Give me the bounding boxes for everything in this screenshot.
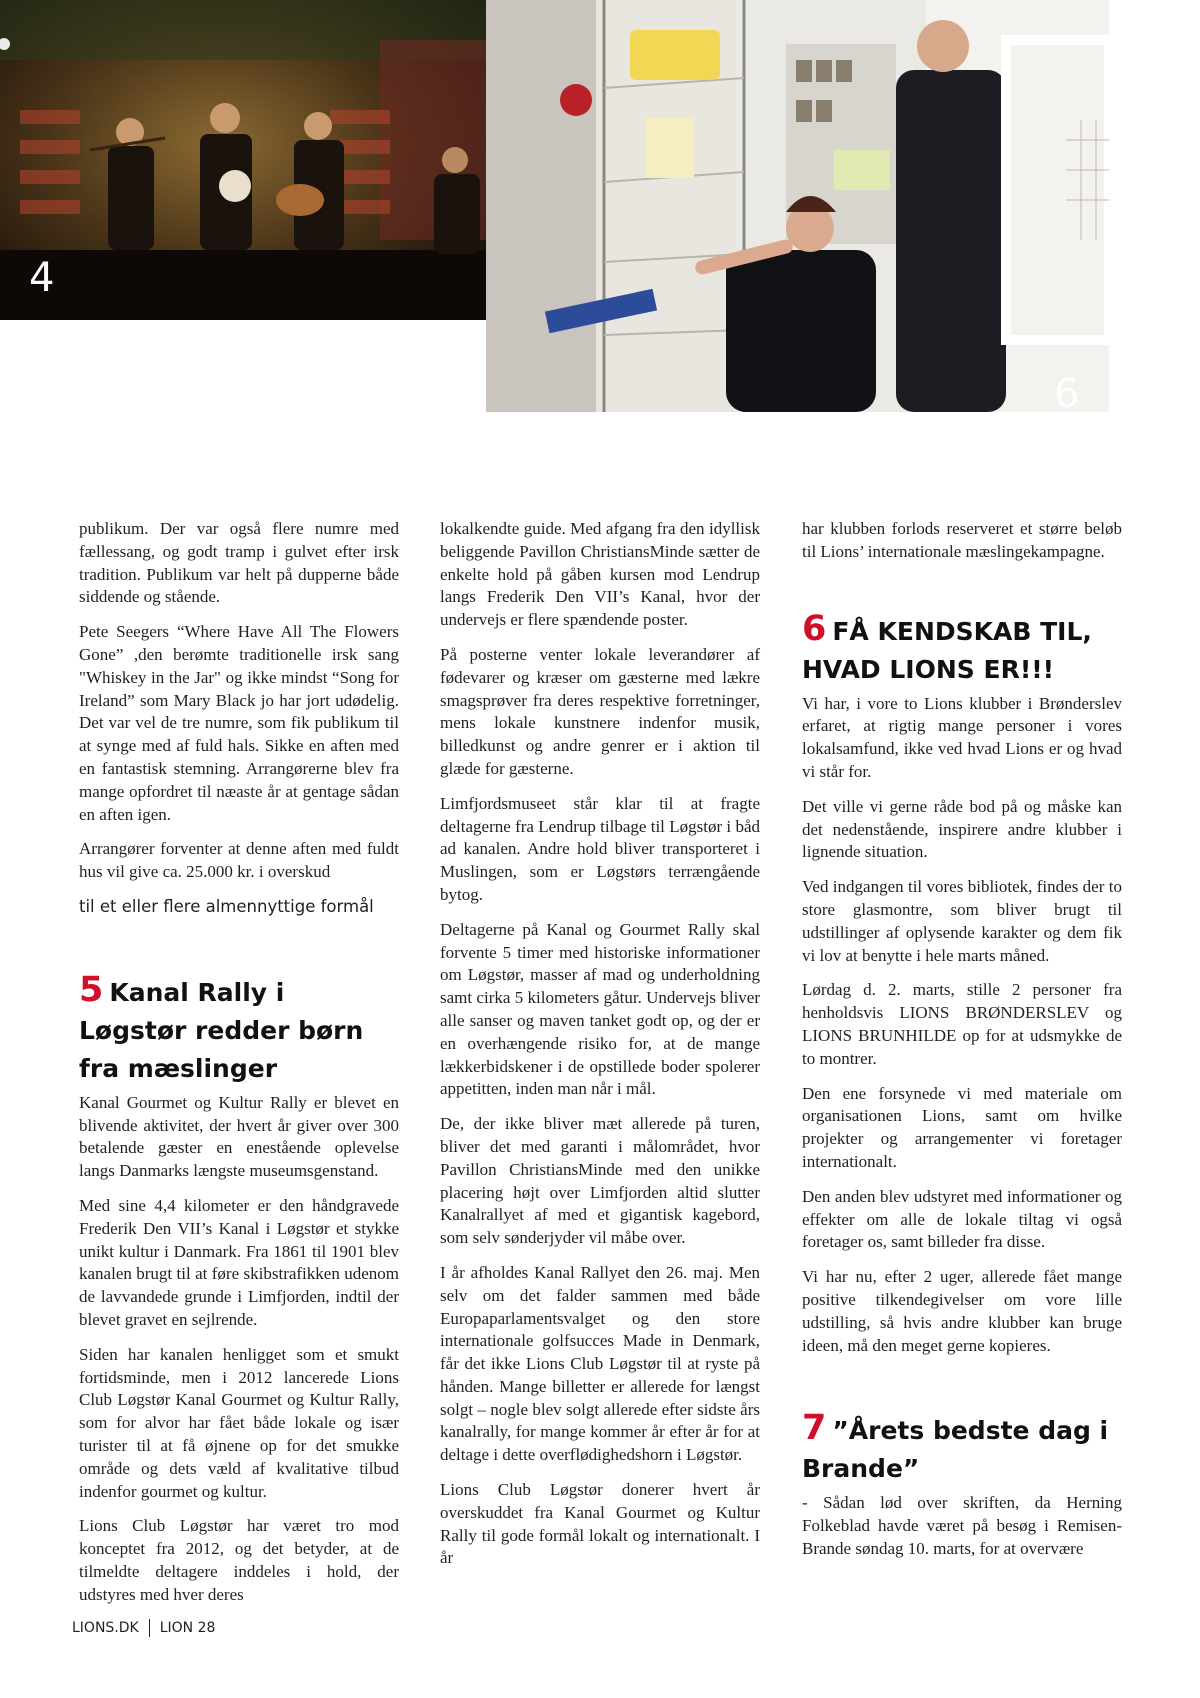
col3-paragraph-7: Den anden blev udstyret med informationer og effekter om alle de lokale tiltag vi også foretager os, samt billeder fra disse.	[802, 1186, 1122, 1252]
section-5-title: Kanal Rally i Løgstør redder børn fra mæslinger	[79, 977, 364, 1083]
section-5-heading	[79, 971, 399, 1088]
section-6-title: FÅ KENDSKAB TIL, HVAD LIONS ER!!!	[802, 616, 1092, 684]
column-1	[79, 518, 399, 1618]
col2-paragraph-4: Deltagerne på Kanal og Gourmet Rally skal forvente 5 timer med historiske informationer om Løgstør, masser af mad og underholdning samt cirka 5 kilometers gåtur. Undervejs bliver alle sanser og maven tanket godt op, og der er en overhængende risiko for, at de mange lækkerbidskener i de opstillede boder spolerer appetitten, inden man når i mål.	[440, 919, 760, 1099]
col2-paragraph-5: De, der ikke bliver mæt allerede på turen, bliver det med garanti i målområdet, hvor Pavillon ChristiansMinde med den unikke placering højt over Limfjorden altid slutter Kanalrallyet af med et gigantisk kagebord, som selv sønderjyder vil måbe over.	[440, 1114, 760, 1248]
section-7-heading	[802, 1409, 1122, 1488]
col3-paragraph-5: Lørdag d. 2. marts, stille 2 personer fra henholdsvis LIONS BRØNDERSLEV og LIONS BRUNHILDE op for at udsmykke de to montrer.	[802, 980, 1122, 1068]
col3-paragraph-4: Ved indgangen til vores bibliotek, findes der to store glasmontre, som bliver brugt til udstillinger af oplysende karakter og dem fik vi lov at benytte i hele marts måned.	[802, 877, 1122, 965]
section-5-number: 5	[79, 969, 104, 1010]
column-2	[440, 518, 760, 1582]
col3-paragraph-2: Vi har, i vore to Lions klubber i Brønderslev erfaret, at rigtig mange personer i vores lokalsamfund, ikke ved hvad Lions er og hvad vi står for.	[802, 693, 1122, 781]
library-display-photo	[486, 0, 1109, 412]
col1-paragraph-1: publikum. Der var også flere numre med fællessang, og godt tramp i gulvet efter irsk tradition. Publikum var helt på dupperne både siddende og stående.	[79, 519, 399, 607]
section-7-title: ”Årets bedste dag i Brande”	[802, 1416, 1109, 1484]
col1-paragraph-3: Arrangører forventer at denne aften med fuldt hus vil give ca. 25.000 kr. i overskud	[79, 839, 399, 882]
page-footer	[72, 1619, 215, 1637]
col2-paragraph-6: I år afholdes Kanal Rallyet den 26. maj. Men selv om det falder sammen med både Europaparlamentsvalget og den store internationale golfsucces Made in Denmark, får det ikke Lions Club Løgstør til at ryste på hånden. Mange billetter er allerede for længst solgt – nogle blev solgt allerede efter sidste års kanalrally, for mange kommer år efter år for at deltage i dette overflødighedshorn i Løgstør.	[440, 1262, 760, 1465]
footer-site: LIONS.DK	[72, 1620, 139, 1636]
col1-paragraph-2: Pete Seegers “Where Have All The Flowers Gone” ,den berømte traditionelle irsk sang "Whiskey in the Jar" og ikke mindst “Song for Ireland” som Mary Black jo har jort udødelig. Det var vel de tre numre, som fik publikum til at synge med af fuld hals. Sikke en aften med en fantastisk stemning. Arrangørerne blev fra mange opfordret til næaste år at gentage sådan en aften igen.	[79, 622, 399, 824]
col3-paragraph-3: Det ville vi gerne råde bod på og måske kan det nedenstående, inspirere andre klubber i lignende situation.	[802, 796, 1122, 862]
col3-paragraph-9: - Sådan lød over skriften, da Herning Folkeblad havde været på besøg i Remisen-Brande søndag 10. marts, for at overvære	[802, 1493, 1122, 1558]
col2-paragraph-2: På posterne venter lokale leverandører af fødevarer og kræser om gæsterne med lækre smagsprøver fra deres respektive forretninger, mens lokale kunstnere indenfor musik, billedkunst og andre genrer er i aktion til glæde for gæsterne.	[440, 644, 760, 778]
col1-paragraph-3-tail: til et eller flere almennyttige formål	[79, 896, 374, 916]
photo-number-left: 4	[29, 255, 55, 301]
section-6-number: 6	[802, 608, 827, 649]
concert-photo-art	[0, 0, 486, 320]
library-display-photo-art	[486, 0, 1109, 412]
section-6-heading	[802, 610, 1122, 689]
col1-paragraph-5: Med sine 4,4 kilometer er den håndgravede Frederik Den VII’s Kanal i Løgstør et stykke unikt kultur i Danmark. Fra 1861 til 1901 blev kanalen brugt til at føre skibstrafikken udenom de lavvandede grunde i Limfjorden, indtil der blevet gravet en sejlrende.	[79, 1195, 399, 1329]
section-7-number: 7	[802, 1408, 827, 1449]
photo-number-right: 6	[1054, 371, 1080, 412]
footer-divider	[149, 1619, 150, 1637]
col3-paragraph-8: Vi har nu, efter 2 uger, allerede fået mange positive tilkendegivelser om vore lille udstilling, så hvis andre klubber kan bruge ideen, må den meget gerne kopieres.	[802, 1267, 1122, 1355]
col3-paragraph-1: har klubben forlods reserveret et større beløb til Lions’ internationale mæslingekampagne.	[802, 519, 1122, 561]
col1-paragraph-4: Kanal Gourmet og Kultur Rally er blevet en blivende aktivitet, der hvert år giver over 300 betalende gæster en enestående oplevelse langs Danmarks længste museumsgenstand.	[79, 1092, 399, 1181]
col1-paragraph-6: Siden har kanalen henligget som et smukt fortidsminde, men i 2012 lancerede Lions Club Løgstør Kanal Gourmet og Kultur Rally, som for alvor har fået både lokale og især turister til at få øjnene op for det smukke område og dets væld af kvalitative tilbud indenfor gourmet og kultur.	[79, 1344, 399, 1501]
col2-paragraph-7: Lions Club Løgstør donerer hvert år overskuddet fra Kanal Gourmet og Kultur Rally til gode formål lokalt og internationalt. I år	[440, 1480, 760, 1568]
footer-issue: LION 28	[159, 1620, 216, 1636]
col2-paragraph-3: Limfjordsmuseet står klar til at fragte deltagerne fra Lendrup tilbage til Løgstør i båd ad kanalen. Andre hold bliver transporteret i Muslingen, som er Løgstørs terrængående bytog.	[440, 793, 760, 904]
column-3	[802, 518, 1122, 1573]
col2-paragraph-1: lokalkendte guide. Med afgang fra den idyllisk beliggende Pavillon ChristiansMinde sætter de enkelte hold på gåben kursen mod Lendrup langs Frederik Den VII’s Kanal, hvor der undervejs er flere spændende poster.	[440, 519, 760, 630]
concert-photo	[0, 0, 486, 320]
col1-paragraph-7: Lions Club Løgstør har været tro mod konceptet fra 2012, og det betyder, at de tilmeldte deltagere inddeles i hold, der udstyres med hver deres	[79, 1516, 399, 1604]
col3-paragraph-6: Den ene forsynede vi med materiale om organisationen Lions, samt om hvilke projekter og arrangementer vi foretager internationalt.	[802, 1083, 1122, 1171]
